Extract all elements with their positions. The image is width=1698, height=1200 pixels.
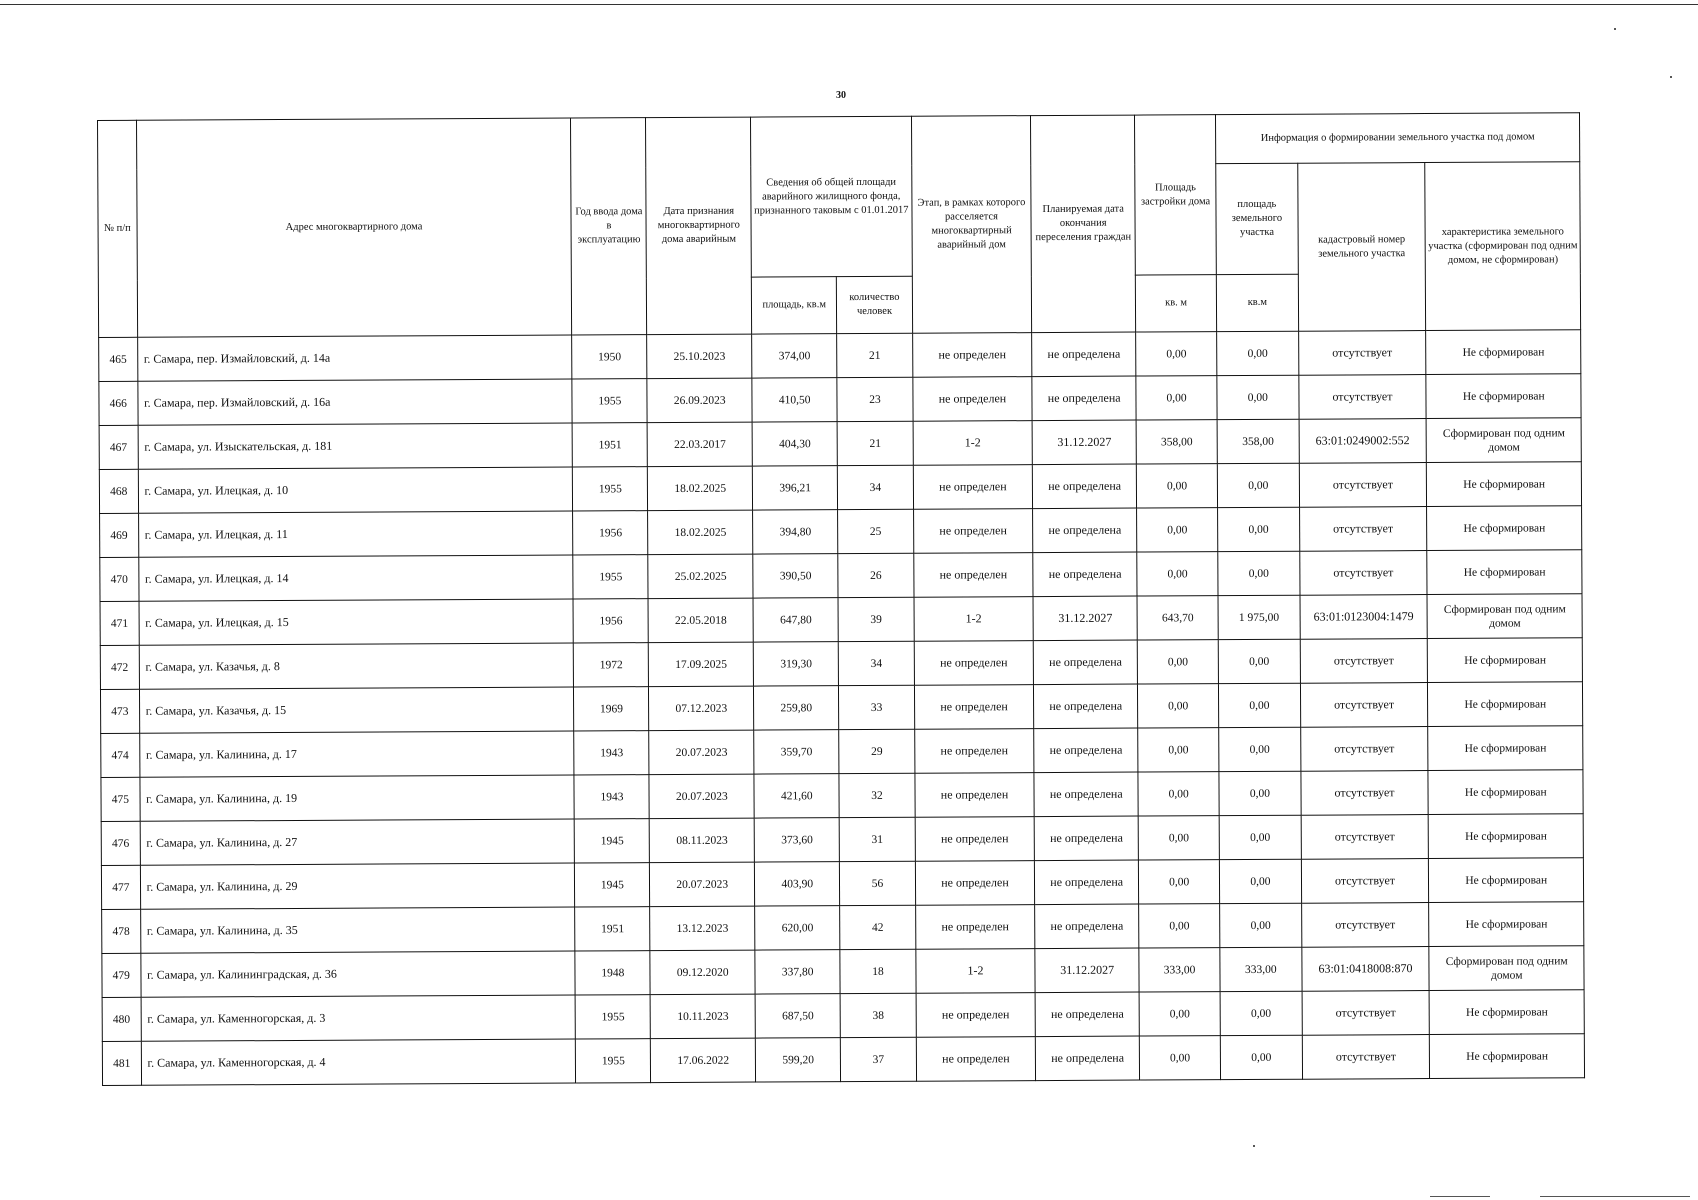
cell-characteristic: Сформирован под одним домом bbox=[1427, 594, 1582, 639]
cell-built-area: 0,00 bbox=[1136, 332, 1217, 376]
cell-cadastral: отсутствует bbox=[1298, 331, 1426, 376]
cell-characteristic: Сформирован под одним домом bbox=[1427, 418, 1582, 463]
cell-built-area: 643,70 bbox=[1137, 596, 1218, 640]
cell-recognition-date: 25.02.2025 bbox=[648, 554, 753, 599]
header-land-area-unit: кв.м bbox=[1217, 274, 1299, 331]
cell-built-area: 0,00 bbox=[1136, 464, 1217, 508]
table-row bbox=[101, 726, 1583, 778]
cell-area: 374,00 bbox=[752, 334, 838, 378]
cell-address: г. Самара, пер. Измайловский, д. 16а bbox=[137, 379, 572, 425]
cell-cadastral: отсутствует bbox=[1301, 859, 1429, 904]
cell-cadastral: отсутствует bbox=[1302, 991, 1430, 1036]
cell-land-area: 0,00 bbox=[1218, 551, 1299, 595]
cell-recognition-date: 07.12.2023 bbox=[649, 686, 754, 731]
cell-recognition-date: 08.11.2023 bbox=[650, 818, 755, 863]
cell-year: 1950 bbox=[572, 335, 647, 379]
cell-stage: не определен bbox=[915, 861, 1035, 906]
cell-num: 474 bbox=[101, 733, 140, 777]
cell-address: г. Самара, ул. Илецкая, д. 10 bbox=[138, 467, 573, 513]
cell-people: 34 bbox=[838, 465, 913, 509]
cell-characteristic: Не сформирован bbox=[1426, 374, 1581, 419]
cell-characteristic: Сформирован под одним домом bbox=[1429, 946, 1584, 991]
cell-land-area: 1 975,00 bbox=[1218, 595, 1299, 639]
cell-address: г. Самара, ул. Каменногорская, д. 3 bbox=[141, 995, 576, 1041]
cell-address: г. Самара, ул. Каменногорская, д. 4 bbox=[141, 1039, 576, 1085]
cell-planned-end: не определена bbox=[1035, 816, 1139, 861]
header-emergency-info: Сведения об общей площади аварийного жилищного фонда, признанного таковым с 01.01.2017 bbox=[751, 116, 912, 277]
cell-characteristic: Не сформирован bbox=[1428, 770, 1583, 815]
table-row bbox=[102, 990, 1584, 1042]
cell-planned-end: 31.12.2027 bbox=[1032, 420, 1136, 465]
table-row bbox=[99, 330, 1581, 382]
cell-year: 1955 bbox=[575, 995, 650, 1039]
cell-address: г. Самара, ул. Казачья, д. 8 bbox=[139, 643, 574, 689]
cell-recognition-date: 26.09.2023 bbox=[647, 378, 752, 423]
cell-planned-end: не определена bbox=[1033, 464, 1137, 509]
cell-address: г. Самара, ул. Казачья, д. 15 bbox=[139, 687, 574, 733]
cell-num: 471 bbox=[100, 601, 139, 645]
cell-recognition-date: 09.12.2020 bbox=[650, 950, 755, 995]
cell-num: 478 bbox=[102, 909, 141, 953]
cell-num: 472 bbox=[100, 645, 139, 689]
cell-characteristic: Не сформирован bbox=[1428, 682, 1583, 727]
cell-stage: не определен bbox=[915, 817, 1035, 862]
cell-area: 647,80 bbox=[753, 598, 839, 642]
cell-land-area: 0,00 bbox=[1220, 859, 1301, 903]
cell-land-area: 333,00 bbox=[1220, 947, 1301, 991]
cell-people: 56 bbox=[840, 861, 915, 905]
cell-built-area: 0,00 bbox=[1137, 508, 1218, 552]
cell-stage: не определен bbox=[913, 509, 1033, 554]
cell-area: 620,00 bbox=[755, 906, 841, 950]
table-row bbox=[99, 462, 1581, 514]
cell-built-area: 0,00 bbox=[1139, 992, 1220, 1036]
table-row bbox=[102, 1034, 1584, 1086]
cell-people: 42 bbox=[840, 905, 915, 949]
cell-planned-end: не определена bbox=[1032, 332, 1136, 377]
cell-people: 37 bbox=[841, 1037, 916, 1081]
table-row bbox=[100, 638, 1582, 690]
cell-land-area: 0,00 bbox=[1217, 375, 1298, 419]
cell-num: 465 bbox=[99, 337, 138, 381]
cell-planned-end: не определена bbox=[1032, 376, 1136, 421]
cell-people: 39 bbox=[838, 597, 913, 641]
cell-address: г. Самара, ул. Изыскательская, д. 181 bbox=[138, 423, 573, 469]
cell-stage: 1-2 bbox=[915, 949, 1035, 994]
cell-address: г. Самара, пер. Измайловский, д. 14а bbox=[137, 335, 572, 381]
cell-people: 21 bbox=[837, 333, 912, 377]
header-cadastral: кадастровый номер земельного участка bbox=[1297, 163, 1426, 332]
cell-characteristic: Не сформирован bbox=[1429, 814, 1584, 859]
cell-address: г. Самара, ул. Илецкая, д. 14 bbox=[138, 555, 573, 601]
cell-stage: не определен bbox=[914, 773, 1034, 818]
cell-characteristic: Не сформирован bbox=[1427, 462, 1582, 507]
cell-year: 1956 bbox=[573, 599, 648, 643]
cell-year: 1972 bbox=[574, 643, 649, 687]
cell-cadastral: отсутствует bbox=[1301, 903, 1429, 948]
cell-stage: не определен bbox=[915, 905, 1035, 950]
cell-area: 396,21 bbox=[752, 466, 838, 510]
header-built-area: Площадь застройки дома bbox=[1134, 115, 1216, 275]
cell-characteristic: Не сформирован bbox=[1427, 506, 1582, 551]
cell-land-area: 0,00 bbox=[1218, 507, 1299, 551]
cell-num: 467 bbox=[99, 425, 138, 469]
cell-stage: не определен bbox=[913, 553, 1033, 598]
cell-year: 1955 bbox=[572, 379, 647, 423]
cell-area: 337,80 bbox=[755, 950, 841, 994]
cell-stage: не определен bbox=[914, 641, 1034, 686]
cell-year: 1945 bbox=[574, 819, 649, 863]
page-number: 30 bbox=[836, 90, 846, 101]
cell-year: 1945 bbox=[575, 863, 650, 907]
cell-num: 477 bbox=[101, 865, 140, 909]
cell-year: 1955 bbox=[573, 467, 648, 511]
cell-cadastral: отсутствует bbox=[1300, 771, 1428, 816]
cell-recognition-date: 20.07.2023 bbox=[649, 774, 754, 819]
cell-stage: не определен bbox=[916, 993, 1036, 1038]
cell-land-area: 0,00 bbox=[1218, 639, 1299, 683]
cell-address: г. Самара, ул. Илецкая, д. 15 bbox=[139, 599, 574, 645]
cell-built-area: 333,00 bbox=[1139, 948, 1220, 992]
cell-people: 23 bbox=[837, 377, 912, 421]
cell-characteristic: Не сформирован bbox=[1430, 990, 1585, 1035]
cell-planned-end: не определена bbox=[1034, 640, 1138, 685]
cell-characteristic: Не сформирован bbox=[1429, 858, 1584, 903]
table-row bbox=[100, 682, 1582, 734]
cell-year: 1956 bbox=[573, 511, 648, 555]
cell-num: 480 bbox=[102, 997, 141, 1041]
cell-people: 18 bbox=[840, 949, 915, 993]
header-land-area: площадь земельного участка bbox=[1216, 163, 1298, 274]
header-num: № п/п bbox=[98, 120, 138, 337]
cell-cadastral: отсутствует bbox=[1298, 375, 1426, 420]
cell-land-area: 358,00 bbox=[1217, 419, 1298, 463]
scan-mark bbox=[1540, 1196, 1690, 1197]
cell-planned-end: не определена bbox=[1034, 772, 1138, 817]
cell-planned-end: 31.12.2027 bbox=[1033, 596, 1137, 641]
cell-num: 466 bbox=[99, 381, 138, 425]
cell-planned-end: не определена bbox=[1034, 684, 1138, 729]
cell-built-area: 358,00 bbox=[1136, 420, 1217, 464]
header-stage: Этап, в рамках которого расселяется многоквартирный аварийный дом bbox=[911, 116, 1032, 334]
cell-cadastral: отсутствует bbox=[1300, 683, 1428, 728]
cell-area: 410,50 bbox=[752, 378, 838, 422]
header-planned-end: Планируемая дата окончания переселения граждан bbox=[1031, 115, 1136, 333]
table-row bbox=[100, 594, 1582, 646]
cell-cadastral: отсутствует bbox=[1300, 727, 1428, 772]
cell-recognition-date: 20.07.2023 bbox=[650, 862, 755, 907]
cell-year: 1951 bbox=[575, 907, 650, 951]
header-address: Адрес многоквартирного дома bbox=[136, 118, 572, 337]
cell-area: 373,60 bbox=[754, 818, 840, 862]
cell-characteristic: Не сформирован bbox=[1430, 1034, 1585, 1079]
cell-built-area: 0,00 bbox=[1137, 640, 1218, 684]
cell-recognition-date: 18.02.2025 bbox=[648, 510, 753, 555]
cell-year: 1955 bbox=[573, 555, 648, 599]
header-recognition-date: Дата признания многоквартирного дома аварийным bbox=[646, 117, 752, 335]
table-row bbox=[99, 374, 1581, 426]
cell-area: 404,30 bbox=[752, 422, 838, 466]
cell-area: 319,30 bbox=[753, 642, 839, 686]
cell-num: 476 bbox=[101, 821, 140, 865]
cell-stage: 1-2 bbox=[914, 597, 1034, 642]
cell-recognition-date: 17.09.2025 bbox=[649, 642, 754, 687]
table-row bbox=[101, 814, 1583, 866]
cell-land-area: 0,00 bbox=[1220, 991, 1301, 1035]
cell-built-area: 0,00 bbox=[1137, 552, 1218, 596]
cell-people: 38 bbox=[840, 993, 915, 1037]
table-row bbox=[101, 858, 1583, 910]
cell-characteristic: Не сформирован bbox=[1426, 330, 1581, 375]
cell-area: 359,70 bbox=[754, 730, 840, 774]
cell-stage: не определен bbox=[914, 685, 1034, 730]
cell-recognition-date: 25.10.2023 bbox=[647, 334, 752, 379]
cell-recognition-date: 18.02.2025 bbox=[648, 466, 753, 511]
cell-people: 33 bbox=[839, 685, 914, 729]
cell-planned-end: 31.12.2027 bbox=[1035, 948, 1139, 993]
top-border-line bbox=[0, 4, 1698, 5]
cell-land-area: 0,00 bbox=[1219, 683, 1300, 727]
cell-planned-end: не определена bbox=[1033, 552, 1137, 597]
cell-num: 473 bbox=[100, 689, 139, 733]
cell-recognition-date: 10.11.2023 bbox=[651, 994, 756, 1039]
cell-num: 481 bbox=[102, 1041, 141, 1085]
cell-land-area: 0,00 bbox=[1219, 727, 1300, 771]
cell-people: 25 bbox=[838, 509, 913, 553]
cell-stage: не определен bbox=[913, 465, 1033, 510]
cell-cadastral: 63:01:0418008:870 bbox=[1301, 947, 1429, 992]
cell-people: 31 bbox=[840, 817, 915, 861]
cell-land-area: 0,00 bbox=[1221, 1035, 1302, 1079]
cell-year: 1951 bbox=[572, 423, 647, 467]
cell-people: 29 bbox=[839, 729, 914, 773]
table-row bbox=[99, 418, 1581, 470]
cell-num: 470 bbox=[100, 557, 139, 601]
cell-built-area: 0,00 bbox=[1138, 728, 1219, 772]
cell-address: г. Самара, ул. Калинина, д. 17 bbox=[139, 731, 574, 777]
header-year: Год ввода дома в эксплуатацию bbox=[571, 118, 647, 335]
table-row bbox=[102, 946, 1584, 998]
cell-stage: не определен bbox=[912, 377, 1032, 422]
table-body bbox=[99, 330, 1585, 1086]
scan-speck bbox=[1614, 28, 1616, 30]
cell-year: 1969 bbox=[574, 687, 649, 731]
header-land-group: Информация о формировании земельного участка под домом bbox=[1216, 113, 1580, 164]
cell-land-area: 0,00 bbox=[1219, 771, 1300, 815]
cell-year: 1948 bbox=[575, 951, 650, 995]
cell-characteristic: Не сформирован bbox=[1429, 902, 1584, 947]
cell-area: 259,80 bbox=[754, 686, 840, 730]
cell-cadastral: 63:01:0249002:552 bbox=[1299, 419, 1427, 464]
cell-stage: не определен bbox=[914, 729, 1034, 774]
cell-land-area: 0,00 bbox=[1217, 331, 1298, 375]
table-row bbox=[102, 902, 1584, 954]
cell-built-area: 0,00 bbox=[1138, 816, 1219, 860]
cell-people: 26 bbox=[838, 553, 913, 597]
cell-area: 403,90 bbox=[754, 862, 840, 906]
cell-area: 599,20 bbox=[755, 1038, 841, 1082]
cell-year: 1955 bbox=[576, 1039, 651, 1083]
cell-characteristic: Не сформирован bbox=[1428, 726, 1583, 771]
cell-planned-end: не определена bbox=[1034, 728, 1138, 773]
scan-mark bbox=[1430, 1196, 1490, 1197]
cell-land-area: 0,00 bbox=[1219, 815, 1300, 859]
cell-stage: не определен bbox=[912, 333, 1032, 378]
cell-recognition-date: 17.06.2022 bbox=[651, 1038, 756, 1083]
cell-characteristic: Не сформирован bbox=[1427, 550, 1582, 595]
cell-area: 390,50 bbox=[753, 554, 839, 598]
cell-planned-end: не определена bbox=[1036, 1036, 1140, 1081]
cell-characteristic: Не сформирован bbox=[1428, 638, 1583, 683]
cell-planned-end: не определена bbox=[1035, 904, 1139, 949]
cell-num: 468 bbox=[99, 469, 138, 513]
cell-people: 21 bbox=[837, 421, 912, 465]
cell-address: г. Самара, ул. Илецкая, д. 11 bbox=[138, 511, 573, 557]
cell-built-area: 0,00 bbox=[1137, 684, 1218, 728]
header-built-area-unit: кв. м bbox=[1135, 275, 1217, 332]
cell-address: г. Самара, ул. Калинина, д. 35 bbox=[140, 907, 575, 953]
cell-land-area: 0,00 bbox=[1220, 903, 1301, 947]
table-row bbox=[100, 550, 1582, 602]
cell-area: 394,80 bbox=[753, 510, 839, 554]
cell-cadastral: отсутствует bbox=[1299, 551, 1427, 596]
cell-stage: не определен bbox=[916, 1037, 1036, 1082]
cell-num: 479 bbox=[102, 953, 141, 997]
cell-recognition-date: 13.12.2023 bbox=[650, 906, 755, 951]
cell-cadastral: отсутствует bbox=[1299, 463, 1427, 508]
cell-cadastral: отсутствует bbox=[1302, 1035, 1430, 1080]
table-row bbox=[101, 770, 1583, 822]
cell-cadastral: отсутствует bbox=[1300, 639, 1428, 684]
cell-year: 1943 bbox=[574, 775, 649, 819]
cell-people: 34 bbox=[839, 641, 914, 685]
cell-planned-end: не определена bbox=[1035, 860, 1139, 905]
header-people: количество человек bbox=[837, 276, 912, 333]
cell-land-area: 0,00 bbox=[1218, 463, 1299, 507]
cell-people: 32 bbox=[839, 773, 914, 817]
cell-built-area: 0,00 bbox=[1138, 772, 1219, 816]
emergency-housing-table bbox=[97, 112, 1585, 1086]
cell-area: 687,50 bbox=[755, 994, 841, 1038]
cell-built-area: 0,00 bbox=[1138, 860, 1219, 904]
cell-cadastral: отсутствует bbox=[1301, 815, 1429, 860]
cell-recognition-date: 22.03.2017 bbox=[648, 422, 753, 467]
scan-speck bbox=[1253, 1145, 1255, 1147]
cell-address: г. Самара, ул. Калинина, д. 27 bbox=[140, 819, 575, 865]
cell-num: 469 bbox=[100, 513, 139, 557]
header-area: площадь, кв.м bbox=[751, 277, 837, 334]
cell-address: г. Самара, ул. Калинина, д. 29 bbox=[140, 863, 575, 909]
cell-address: г. Самара, ул. Калининградская, д. 36 bbox=[140, 951, 575, 997]
cell-num: 475 bbox=[101, 777, 140, 821]
cell-recognition-date: 22.05.2018 bbox=[648, 598, 753, 643]
cell-planned-end: не определена bbox=[1033, 508, 1137, 553]
header-characteristic: характеристика земельного участка (сформирован под одним домом, не сформирован) bbox=[1425, 162, 1580, 331]
cell-built-area: 0,00 bbox=[1139, 1036, 1220, 1080]
cell-cadastral: 63:01:0123004:1479 bbox=[1300, 595, 1428, 640]
cell-recognition-date: 20.07.2023 bbox=[649, 730, 754, 775]
cell-stage: 1-2 bbox=[913, 421, 1033, 466]
cell-cadastral: отсутствует bbox=[1299, 507, 1427, 552]
table-row bbox=[100, 506, 1582, 558]
cell-address: г. Самара, ул. Калинина, д. 19 bbox=[140, 775, 575, 821]
cell-built-area: 0,00 bbox=[1139, 904, 1220, 948]
cell-built-area: 0,00 bbox=[1136, 376, 1217, 420]
scan-speck bbox=[1670, 76, 1672, 78]
cell-planned-end: не определена bbox=[1035, 992, 1139, 1037]
cell-area: 421,60 bbox=[754, 774, 840, 818]
cell-year: 1943 bbox=[574, 731, 649, 775]
